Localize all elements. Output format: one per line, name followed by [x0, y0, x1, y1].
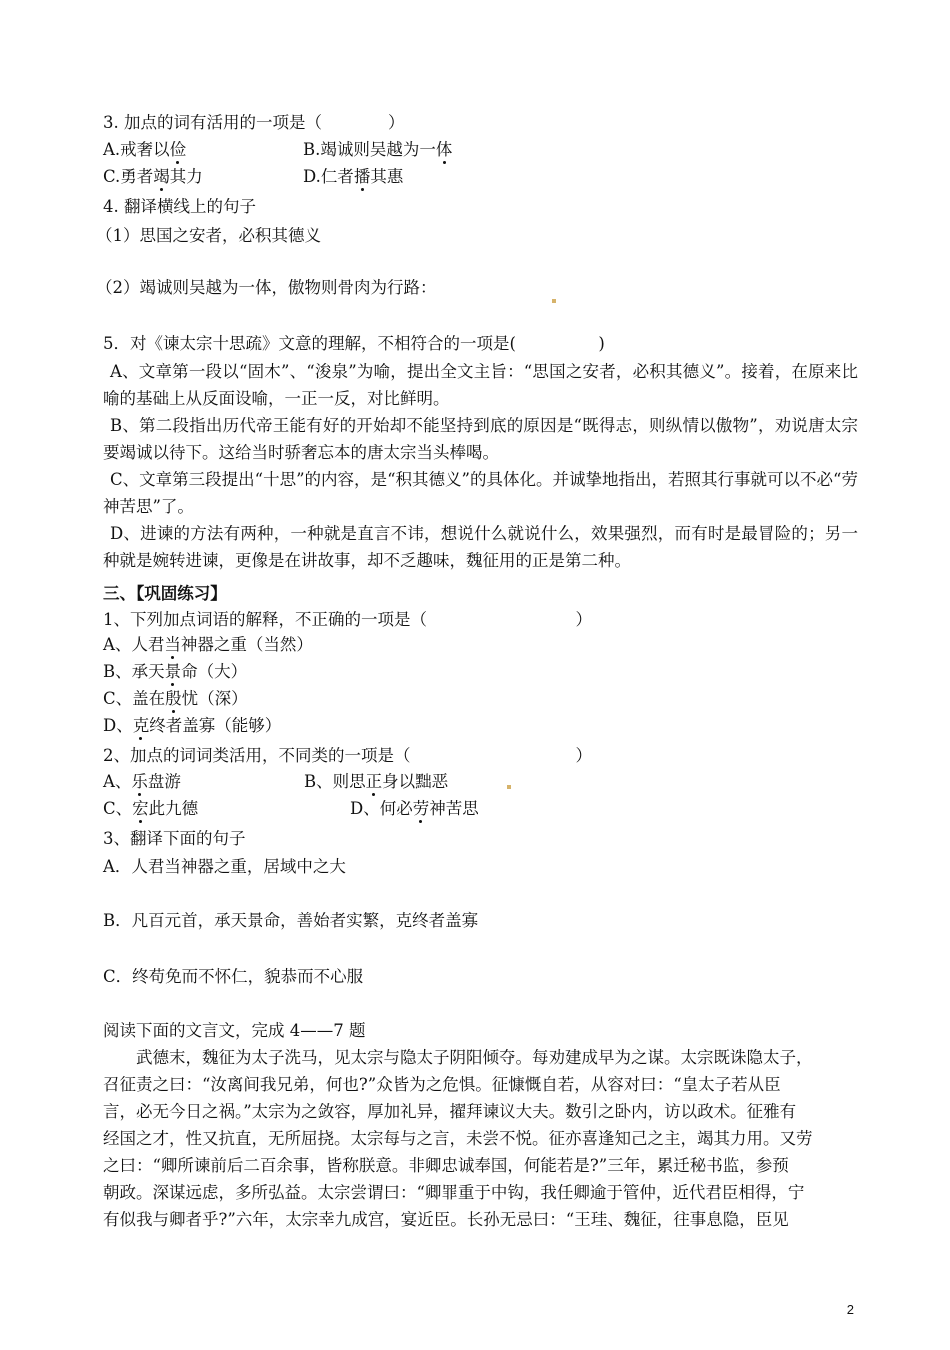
dotted-word: 宏 [132, 799, 149, 818]
passage-line: 有似我与卿者乎?”六年，太宗幸九成宫，宴近臣。长孙无忌曰：“王珪、魏征，往事息隐，臣见 [103, 1210, 789, 1229]
question-5-options [103, 358, 858, 574]
practice-3-sentence-a: A．人君当神器之重，居域中之大 [103, 857, 346, 876]
section-heading: 三、【巩固练习】 [103, 584, 227, 603]
dotted-word: 播 [353, 167, 371, 186]
practice-2-option-c: C、宏此九德 [103, 799, 199, 818]
practice-3-sentence-c: C．终苟免而不怀仁，貌恭而不心服 [103, 967, 364, 986]
reading-intro: 阅读下面的文言文，完成 4——7 题 [103, 1021, 366, 1040]
practice-1-option-b: B、承天景命（大） [103, 662, 248, 681]
question-5-option-a: A、文章第一段以“固木”、“浚泉”为喻，提出全文主旨：“思国之安者，必积其德义”。接着，在原来比喻的基础上从反面设喻，一正一反，对比鲜明。 [103, 362, 858, 408]
practice-1-option-c: C、盖在殷忧（深） [103, 689, 248, 708]
passage-line: 之曰：“卿所谏前后二百余事，皆称朕意。非卿忠诚奉国，何能若是?”三年，累迁秘书监，参预 [103, 1156, 789, 1175]
question-3-option-d: D.仁者播其惠 [303, 167, 404, 186]
passage-line: 言，必无今日之祸。”太宗为之敛容，厚加礼异，擢拜谏议大夫。数引之卧内，访以政术。征雅有 [103, 1102, 797, 1121]
practice-3-stem: 3、翻译下面的句子 [103, 829, 246, 848]
practice-2-option-a: A、乐盘游 [103, 772, 181, 791]
question-3-option-c: C.勇者竭其力 [103, 167, 203, 186]
dotted-word: 正 [365, 772, 383, 791]
question-5-option-b: B、第二段指出历代帝王能有好的开始却不能坚持到底的原因是“既得志，则纵情以傲物”，劝说唐太宗要竭诚以待下。这给当时骄奢忘本的唐太宗当头棒喝。 [103, 416, 858, 462]
practice-2-option-b: B、则思正身以黜恶 [304, 772, 449, 791]
dotted-word: 劳 [412, 799, 430, 818]
question-4-sentence-1: （1）思国之安者，必积其德义 [96, 226, 321, 245]
practice-1-stem: 1、下列加点词语的解释，不正确的一项是（ ） [103, 610, 592, 629]
question-3-option-a: A.戒奢以俭 [103, 140, 187, 159]
page-number: 2 [846, 1302, 854, 1317]
question-4-sentence-2: （2）竭诚则吴越为一体，傲物则骨肉为行路： [96, 278, 437, 297]
scan-speck [507, 785, 511, 789]
dotted-word: 当 [164, 635, 181, 654]
dotted-word: 体 [435, 140, 453, 159]
passage-line: 武德末，魏征为太子洗马，见太宗与隐太子阴阳倾夺。每劝建成早为之谋。太宗既诛隐太子， [103, 1048, 813, 1067]
dotted-word: 竭 [153, 167, 170, 186]
practice-1-option-a: A、人君当神器之重（当然） [103, 635, 313, 654]
dotted-word: 克 [132, 716, 150, 735]
practice-1-option-d: D、克终者盖寡（能够） [103, 716, 282, 735]
question-4-stem: 4. 翻译横线上的句子 [103, 197, 256, 216]
practice-3-sentence-b: B．凡百元首，承天景命，善始者实繁，克终者盖寡 [103, 911, 479, 930]
passage-line: 朝政。深谋远虑，多所弘益。太宗尝谓曰：“卿罪重于中钩，我任卿逾于管仲，近代君臣相得，宁 [103, 1183, 805, 1202]
practice-2-option-d: D、何必劳神苦思 [350, 799, 479, 818]
passage-line: 经国之才，性又抗直，无所屈挠。太宗每与之言，未尝不悦。征亦喜逢知己之主，竭其力用。又劳 [103, 1129, 813, 1148]
scan-speck [552, 299, 556, 303]
question-5-option-d: D、进谏的方法有两种，一种就是直言不讳，想说什么就说什么，效果强烈，而有时是最冒险的；另一种就是婉转进谏，更像是在讲故事，却不乏趣味，魏征用的正是第二种。 [103, 524, 858, 570]
practice-2-stem: 2、加点的词词类活用，不同类的一项是（ ） [103, 746, 592, 765]
question-3-stem: 3. 加点的词有活用的一项是（ ） [103, 113, 405, 132]
dotted-word: 乐 [131, 772, 148, 791]
dotted-word: 殷 [165, 689, 182, 708]
dotted-word: 景 [164, 662, 182, 681]
question-5-option-c: C、文章第三段提出“十思”的内容，是“积其德义”的具体化。并诚挚地指出，若照其行事就可以不必“劳神苦思”了。 [103, 470, 858, 516]
question-5-stem: 5．对《谏太宗十思疏》文意的理解，不相符合的一项是( ) [103, 334, 605, 353]
passage-line: 召征责之曰：“汝离间我兄弟，何也?”众皆为之危惧。征慷慨自若，从容对曰：“皇太子若从臣 [103, 1075, 781, 1094]
question-3-option-b: B.竭诚则吴越为一体 [303, 140, 453, 159]
classical-passage [103, 1044, 858, 1233]
dotted-word: 俭 [169, 140, 187, 159]
